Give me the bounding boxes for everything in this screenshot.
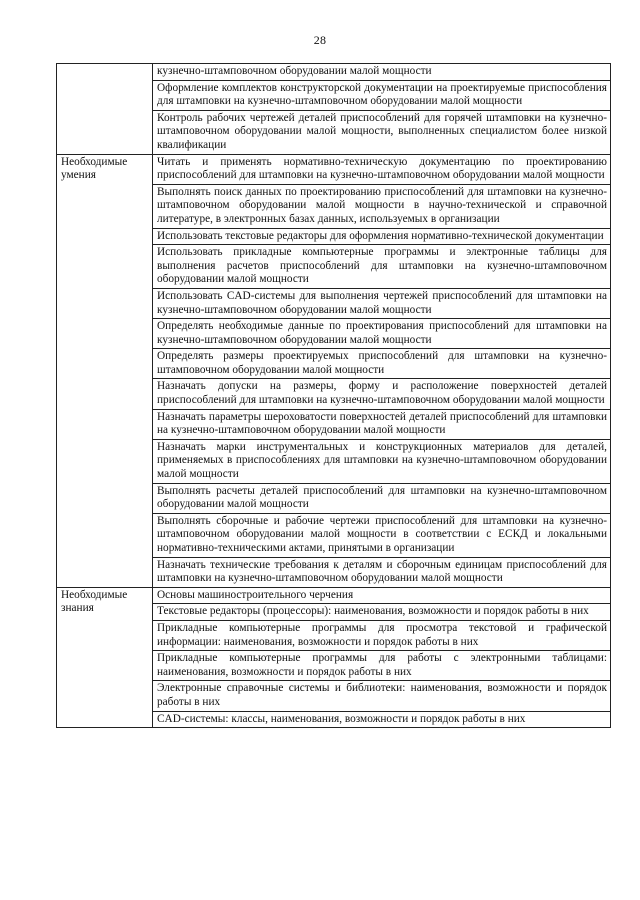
table-cell-text: Электронные справочные системы и библиотеки: наименования, возможности и порядок работы в них [153,681,611,711]
table-cell-text: Определять размеры проектируемых приспособлений для штамповки на кузнечно-штамповочном оборудовании малой мощности [153,349,611,379]
section-label-skills: Необходимые умения [57,154,153,587]
table-cell-text: Использовать текстовые редакторы для оформления нормативно-технической документации [153,228,611,245]
table-cell-text: Прикладные компьютерные программы для работы с электронными таблицами: наименования, возможности и порядок работы в них [153,651,611,681]
table-row [57,64,611,81]
page-number: 28 [313,33,327,47]
table-cell-text: Определять необходимые данные по проектирования приспособлений для штамповки на кузнечно-штамповочном оборудовании малой мощности [153,319,611,349]
table-cell-text: Читать и применять нормативно-техническую документацию по проектированию приспособлений для штамповки на кузнечно-штамповочном оборудовании малой мощности [153,154,611,184]
table-cell-text: Выполнять поиск данных по проектированию приспособлений для штамповки на кузнечно-штамповочном оборудовании малой мощности в научно-технической и справочной литературе, в электронных базах данных, используемых в организации [153,184,611,228]
table-cell-text: Контроль рабочих чертежей деталей приспособлений для горячей штамповки на кузнечно-штамповочном оборудовании малой мощности, выполненных специалистом более низкой квалификации [153,110,611,154]
table-cell-text: Назначать технические требования к деталям и сборочным единицам приспособлений для штамповки на кузнечно-штамповочном оборудовании малой мощности [153,557,611,587]
requirements-table-body [57,64,611,728]
table-cell-text: Назначать параметры шероховатости поверхностей деталей приспособлений для штамповки на кузнечно-штамповочном оборудовании малой мощности [153,409,611,439]
requirements-table [56,63,611,728]
table-row [57,154,611,184]
table-cell-text: Назначать допуски на размеры, форму и расположение поверхностей деталей приспособлений для штамповки на кузнечно-штамповочном оборудовании малой мощности [153,379,611,409]
table-row [57,587,611,604]
table-cell-text: Оформление комплектов конструкторской документации на проектируемые приспособления для штамповки на кузнечно-штамповочном оборудовании малой мощности [153,80,611,110]
table-cell-text: Использовать CAD-системы для выполнения чертежей приспособлений для штамповки на кузнечно-штамповочном оборудовании малой мощности [153,288,611,318]
table-cell-text: Выполнять расчеты деталей приспособлений для штамповки на кузнечно-штамповочном оборудовании малой мощности [153,483,611,513]
table-cell-text: кузнечно-штамповочном оборудовании малой мощности [153,64,611,81]
table-cell-text: Текстовые редакторы (процессоры): наименования, возможности и порядок работы в них [153,604,611,621]
table-cell-text: Выполнять сборочные и рабочие чертежи приспособлений для штамповки на кузнечно-штамповочном оборудовании малой мощности в соответствии с ЕСКД и локальными нормативно-техническими актами, принятыми в организации [153,513,611,557]
table-cell-text: CAD-системы: классы, наименования, возможности и порядок работы в них [153,711,611,728]
continuation-label-cell [57,64,153,155]
table-cell-text: Прикладные компьютерные программы для просмотра текстовой и графической информации: наименования, возможности и порядок работы в них [153,620,611,650]
table-cell-text: Использовать прикладные компьютерные программы и электронные таблицы для выполнения расчетов приспособлений для штамповки на кузнечно-штамповочном оборудовании малой мощности [153,245,611,289]
table-cell-text: Основы машиностроительного черчения [153,587,611,604]
section-label-knowledge: Необходимые знания [57,587,153,727]
table-cell-text: Назначать марки инструментальных и конструкционных материалов для деталей, применяемых в приспособлениях для штамповки на кузнечно-штамповочном оборудовании малой мощности [153,439,611,483]
